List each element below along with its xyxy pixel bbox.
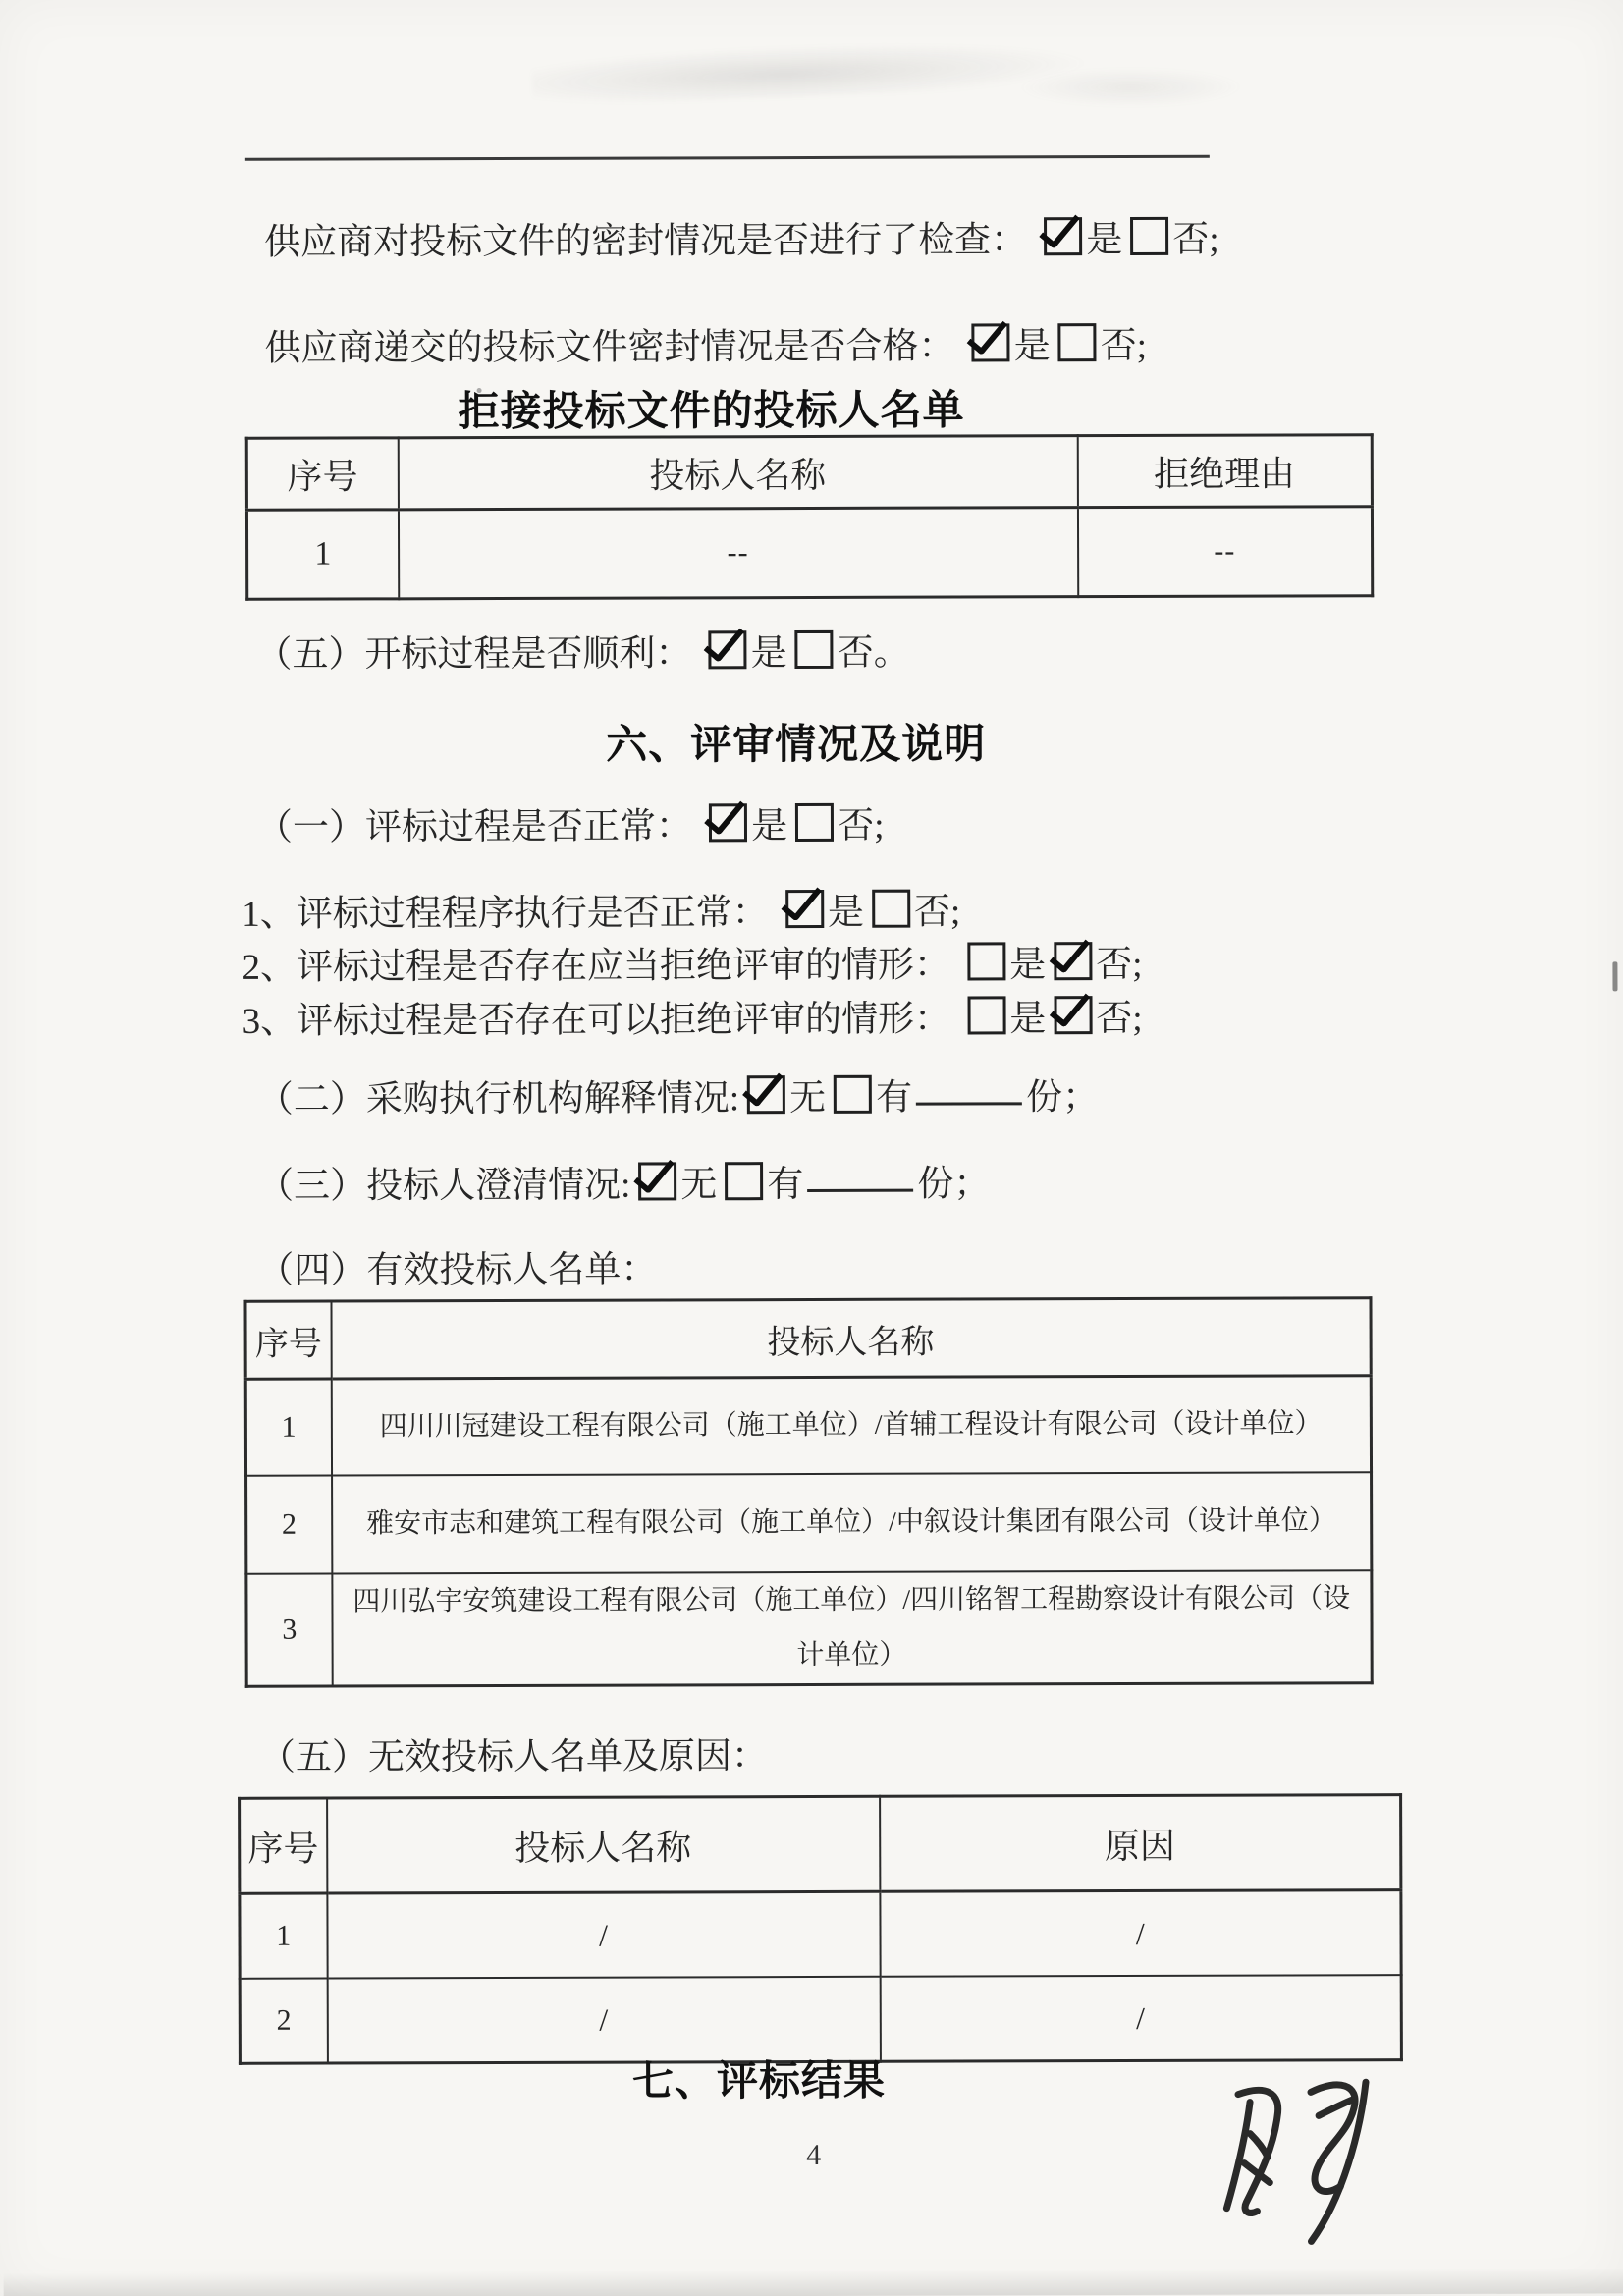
caption-valid-bidders: （四）有效投标人名单： [257, 1249, 658, 1291]
question-seal-qualified [264, 323, 1147, 372]
checkbox-have[interactable] [834, 1075, 872, 1114]
question-label: 3、评标过程是否存在可以拒绝评审的情形： [242, 999, 960, 1042]
option-no-label: 否 [837, 632, 874, 674]
header-reject-reason: 拒绝理由 [1077, 435, 1372, 508]
option-no-label: 否 [913, 892, 951, 933]
option-none-label: 无 [680, 1165, 718, 1206]
valid-bidders-table [243, 1296, 1373, 1688]
option-yes-label: 是 [1013, 326, 1051, 367]
question-may-reject [243, 996, 1143, 1045]
cell-seq: 2 [240, 1979, 327, 2064]
checkbox-none[interactable] [638, 1162, 676, 1200]
question-label: （三）投标人澄清情况: [257, 1165, 631, 1207]
checkbox-no[interactable] [795, 630, 834, 669]
caption-invalid-bidders: （五）无效投标人名单及原因： [258, 1736, 769, 1778]
table-row [246, 1570, 1372, 1686]
cell-seq: 1 [246, 510, 398, 599]
header-bidder-name: 投标人名称 [331, 1298, 1371, 1379]
punctuation: ; [949, 892, 961, 933]
cell-seq: 3 [246, 1574, 332, 1687]
cell-seq: 2 [246, 1476, 332, 1574]
checkbox-no[interactable] [1058, 323, 1097, 361]
option-no-label: 否 [1096, 998, 1133, 1040]
rejected-bidders-table [245, 433, 1375, 601]
question-bidder-clarify [257, 1161, 990, 1210]
cell-bidder-name: -- [398, 508, 1077, 599]
handwritten-signature [1217, 2070, 1386, 2260]
option-have-label: 有 [876, 1077, 913, 1119]
question-label: 供应商对投标文件的密封情况是否进行了检查： [264, 220, 1037, 263]
question-label: （二）采购执行机构解释情况: [256, 1078, 740, 1121]
unit-label: 份； [1026, 1077, 1100, 1119]
checkbox-no[interactable] [1130, 217, 1168, 255]
question-opening-smooth [255, 630, 909, 679]
question-must-reject [242, 942, 1142, 991]
checkbox-no[interactable] [1054, 996, 1092, 1034]
question-eval-normal [256, 803, 885, 851]
question-agency-explain [257, 1074, 1099, 1123]
question-label: 2、评标过程是否存在应当拒绝评审的情形： [242, 945, 960, 988]
page-number: 4 [806, 2138, 822, 2172]
header-seq: 序号 [246, 438, 398, 510]
blank-underline[interactable] [916, 1098, 1022, 1105]
header-reason: 原因 [880, 1795, 1401, 1892]
table-row [246, 1472, 1372, 1574]
table-row [240, 1890, 1401, 1979]
header-seq: 序号 [245, 1301, 331, 1379]
cell-bidder-name: 四川川冠建设工程有限公司（施工单位）/首辅工程设计有限公司（设计单位） [331, 1376, 1371, 1476]
heading-section-7: 七、评标结果 [631, 2058, 887, 2105]
table-header-row [245, 1298, 1371, 1380]
heading-section-6: 六、评审情况及说明 [606, 722, 987, 769]
table-header-row [246, 435, 1372, 511]
checkbox-yes[interactable] [709, 630, 747, 669]
checkbox-yes[interactable] [967, 996, 1005, 1034]
checkbox-yes[interactable] [967, 942, 1005, 980]
option-yes-label: 是 [827, 892, 865, 933]
table-row [245, 1376, 1371, 1476]
question-label: （五）开标过程是否顺利： [255, 633, 701, 676]
header-bidder-name: 投标人名称 [398, 436, 1077, 510]
checkbox-have[interactable] [725, 1162, 763, 1200]
blank-underline[interactable] [807, 1185, 913, 1192]
cell-reason: / [880, 1975, 1401, 2061]
option-yes-label: 是 [1086, 220, 1123, 261]
question-label: （一）评标过程是否正常： [255, 806, 702, 848]
header-seq: 序号 [240, 1798, 327, 1893]
punctuation: ; [874, 805, 885, 847]
option-yes-label: 是 [1009, 945, 1047, 986]
cell-reject-reason: -- [1077, 507, 1372, 597]
top-divider-line [245, 155, 1210, 161]
checkbox-no[interactable] [795, 803, 834, 842]
option-yes-label: 是 [751, 806, 788, 847]
checkbox-yes[interactable] [785, 890, 824, 928]
cell-seq: 1 [245, 1379, 331, 1476]
unit-label: 份； [917, 1164, 991, 1205]
punctuation: 。 [873, 632, 910, 674]
invalid-bidders-table [238, 1793, 1403, 2065]
question-seal-inspected [264, 217, 1219, 266]
option-no-label: 否 [1100, 325, 1137, 367]
scan-edge-shadow [4, 2268, 1623, 2296]
question-label: 1、评标过程程序执行是否正常： [242, 893, 779, 935]
option-yes-label: 是 [1009, 999, 1047, 1040]
punctuation: ; [1136, 325, 1148, 366]
scan-smudge-2 [1018, 68, 1244, 108]
question-label: 供应商递交的投标文件密封情况是否合格： [264, 326, 964, 369]
question-procedure-normal [242, 890, 960, 939]
punctuation: ; [1209, 219, 1219, 260]
heading-rejected-bidders: 拒接投标文件的投标人名单 [458, 388, 965, 436]
option-no-label: 否 [1096, 944, 1133, 986]
option-no-label: 否 [838, 805, 875, 847]
checkbox-no[interactable] [872, 890, 910, 928]
option-yes-label: 是 [750, 633, 787, 675]
option-none-label: 无 [789, 1077, 827, 1120]
cell-seq: 1 [240, 1893, 327, 1979]
cell-bidder-name: 四川弘宇安筑建设工程有限公司（施工单位）/四川铭智工程勘察设计有限公司（设计单位） [332, 1570, 1372, 1686]
checkbox-none[interactable] [747, 1075, 785, 1114]
punctuation: ; [1132, 998, 1143, 1039]
cell-bidder-name: / [327, 1977, 880, 2063]
cell-bidder-name: / [327, 1891, 880, 1978]
header-bidder-name: 投标人名称 [327, 1796, 880, 1893]
cell-reason: / [880, 1890, 1401, 1977]
checkbox-no[interactable] [1054, 942, 1092, 980]
option-have-label: 有 [767, 1165, 804, 1206]
scan-speck-edge [1612, 961, 1617, 991]
cell-bidder-name: 雅安市志和建筑工程有限公司（施工单位）/中叙设计集团有限公司（设计单位） [332, 1472, 1372, 1573]
checkbox-yes[interactable] [972, 323, 1010, 361]
scan-smudge [531, 34, 1093, 107]
table-row [246, 507, 1372, 600]
checkbox-yes[interactable] [1044, 217, 1082, 255]
checkbox-yes[interactable] [709, 803, 747, 842]
option-no-label: 否 [1172, 219, 1210, 260]
table-header-row [240, 1795, 1401, 1894]
punctuation: ; [1132, 944, 1143, 985]
